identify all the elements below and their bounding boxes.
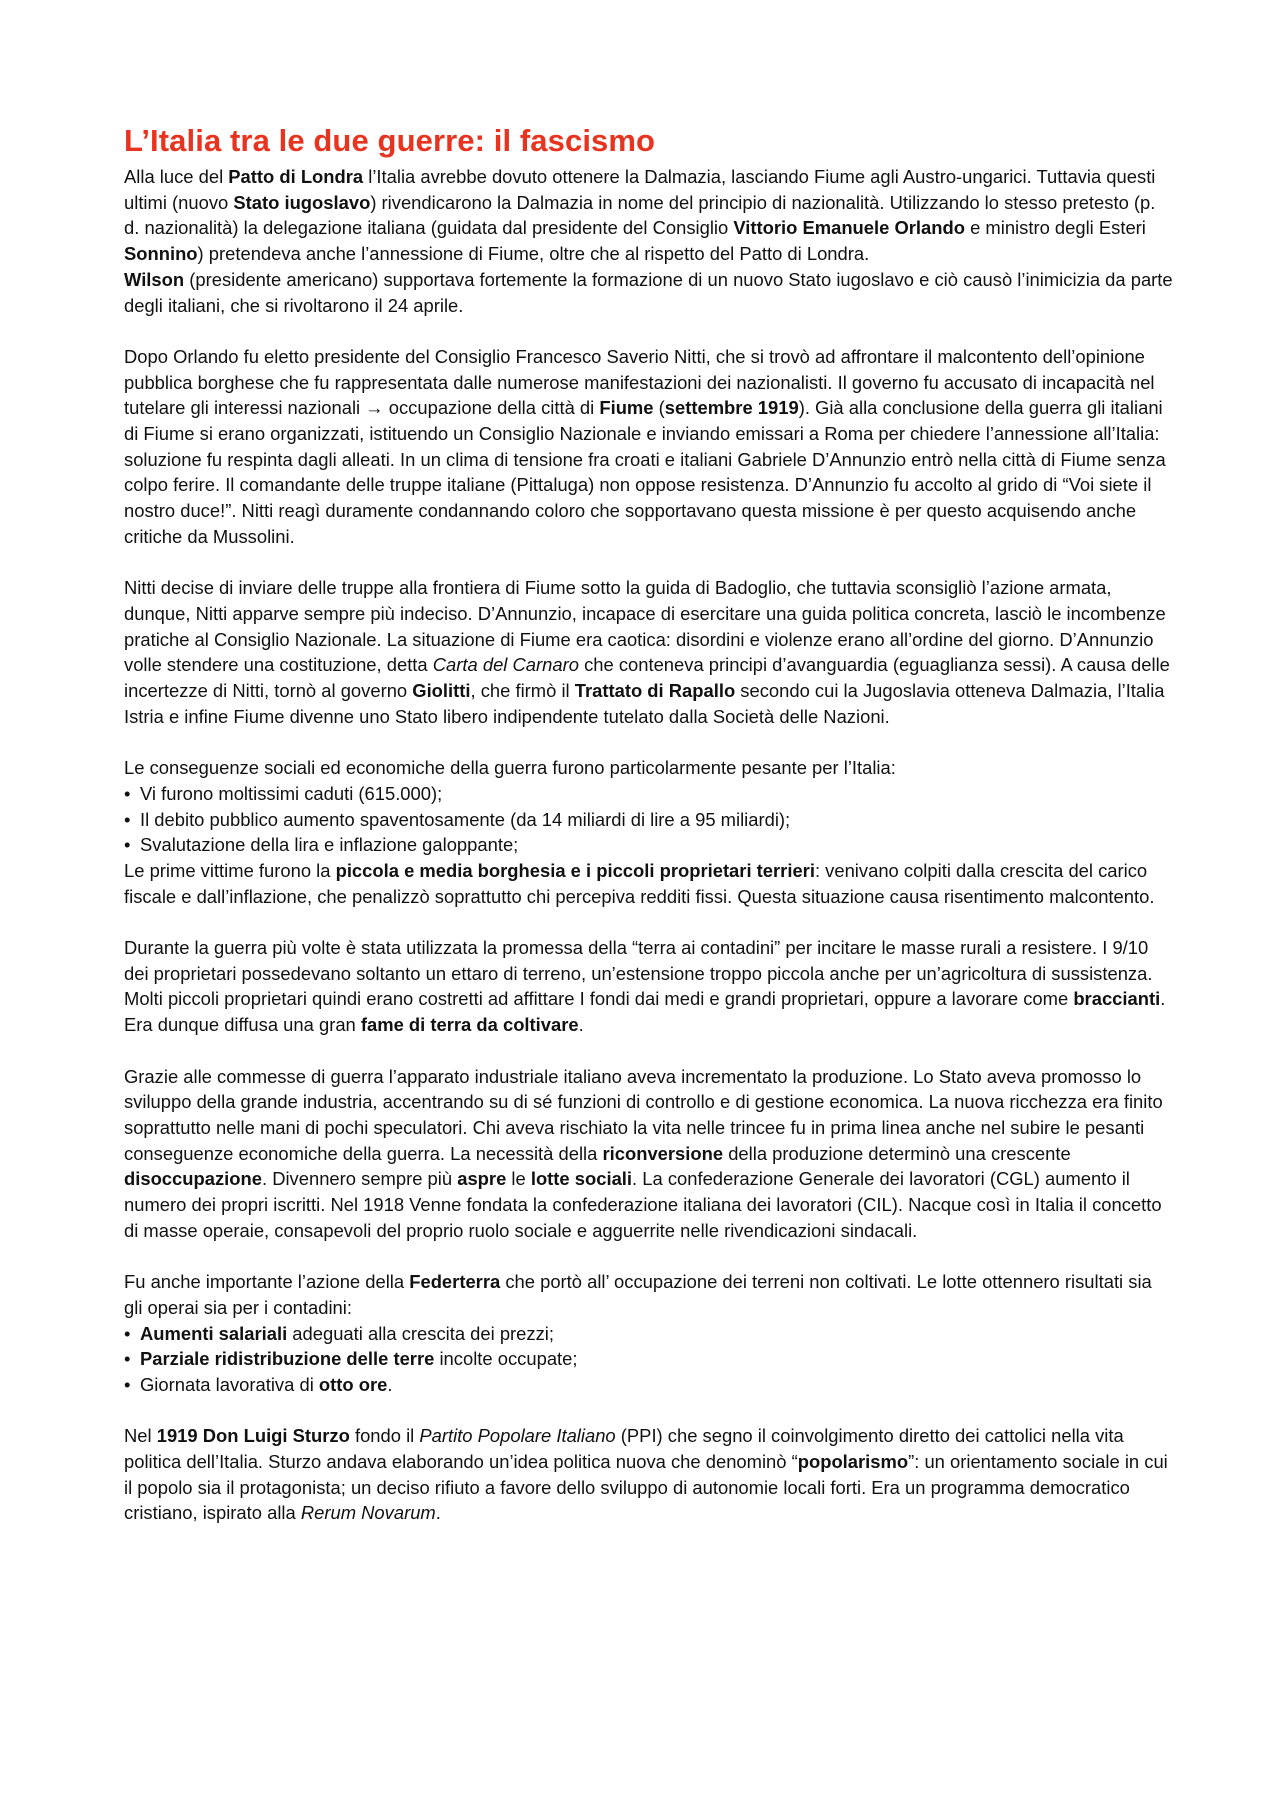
text-run: ( [653, 397, 665, 419]
bold-text: Parziale ridistribuzione delle terre [140, 1348, 435, 1370]
italic-text: Rerum Novarum [300, 1502, 436, 1524]
document-body [124, 122, 1174, 1526]
list-item [124, 1346, 1174, 1372]
bold-text: aspre [457, 1168, 507, 1190]
text-run: e ministro degli Esteri [964, 217, 1146, 239]
text-run: Nitti decise di inviare delle truppe alla frontiera di Fiume sotto la guida di Badoglio, che tuttavia sconsigliò l’azione armata, dunque, Nitti apparve sempre più indeciso. D’Annunzio, incapace di esercitare una guida politica concreta, lasciò le incombenze pratiche al Consiglio Nazionale. La situazione di Fiume era caotica: disordini e violenze erano all’ordine del giorno. D’Annunzio volle stendere una costituzione, detta [124, 577, 1166, 676]
text-run: Durante la guerra più volte è stata utilizzata la promessa della “terra ai contadini” per incitare le masse rurali a resistere. I 9/10 dei proprietari possedevano soltanto un ettaro di terreno, un’estensione troppo piccola anche per un’agricoltura di sussistenza. Molti piccoli proprietari quindi erano costretti ad affittare I fondi dai medi e grandi proprietari, oppure a lavorare come [124, 937, 1153, 1010]
paragraph-federterra [124, 1269, 1174, 1320]
text-run: Le prime vittime furono la [124, 859, 336, 881]
text-run: Nel [124, 1425, 157, 1447]
paragraph-dannunzio-rapallo [124, 575, 1174, 729]
paragraph-wilson [124, 267, 1174, 318]
bold-text: lotte sociali [530, 1168, 633, 1190]
bold-text: Sonnino [124, 243, 198, 265]
text-run: . La confederazione Generale dei lavoratori (CGL) aumento il numero dei propri iscritti. Nel 1918 Venne fondata la confederazione italiana dei lavoratori (CIL). Nacque così in Italia il concetto di masse operaie, consapevoli del proprio ruolo sociale e agguerrite nelle rivendicazioni sindacali. [124, 1168, 1162, 1241]
text-run: : venivano colpiti dalla crescita del carico fiscale e dall’inflazione, che penalizzò soprattutto chi percepiva redditi fissi. Questa situazione causa risentimento malcontento. [124, 859, 1155, 907]
bold-text: popolarismo [797, 1451, 909, 1473]
text-run: . Divennero sempre più [261, 1168, 458, 1190]
text-run: , che firmò il [470, 680, 575, 702]
bold-text: Giolitti [412, 680, 471, 702]
bold-text: Fiume [599, 397, 654, 419]
text-run: le [506, 1168, 531, 1190]
text-run: Alla luce del [124, 166, 229, 187]
text-run: adeguati alla crescita dei prezzi; [287, 1322, 554, 1344]
list-item: • Il debito pubblico aumento spaventosamente (da 14 miliardi di lire a 95 miliardi); [124, 807, 1174, 833]
text-run: . Era dunque diffusa una gran [124, 988, 1166, 1036]
bold-text: braccianti [1073, 988, 1161, 1010]
text-run: (PPI) che segno il coinvolgimento diretto dei cattolici nella vita politica dell’Italia. Sturzo andava elaborando un’idea politica nuova che denominò “ [124, 1425, 1124, 1473]
bold-text: 1919 Don Luigi Sturzo [156, 1425, 350, 1447]
text-run: che portò all’ occupazione dei terreni non coltivati. Le lotte ottennero risultati sia gli operai sia per i contadini: [124, 1271, 1152, 1318]
bold-text: piccola e media borghesia e i piccoli proprietari terrieri [335, 859, 815, 881]
page-title: L’Italia tra le due guerre: il fascismo [124, 123, 656, 158]
bold-text: settembre 1919 [664, 397, 799, 419]
text-run: (presidente americano) supportava fortemente la formazione di un nuovo Stato iugoslavo e ciò causò l’inimicizia da parte degli italiani, che si rivoltarono il 24 aprile. [124, 268, 1173, 316]
bold-text: Stato iugoslavo [233, 191, 371, 213]
text-run: . [578, 1014, 584, 1036]
text-run: ) rivendicarono la Dalmazia in nome del principio di nazionalità. Utilizzando lo stesso pretesto (p. d. nazionalità) la delegazione italiana (guidata dal presidente del Consiglio [124, 191, 1156, 239]
text-run: Fu anche importante l’azione della [124, 1271, 410, 1293]
text-run: incolte occupate; [434, 1348, 578, 1370]
italic-text: Carta del Carnaro [432, 654, 579, 676]
paragraph-apparato-industriale [124, 1064, 1174, 1244]
text-run: ). Già alla conclusione della guerra gli italiani di Fiume si erano organizzati, istituendo un Consiglio Nazionale e inviando emissari a Roma per chiedere l’annessione all’Italia: soluzione fu respinta dagli alleati. In un clima di tensione fra croati e italiani Gabriele D’Annunzio entrò nella città di Fiume senza colpo ferire. Il comandante delle truppe italiane (Pittaluga) non oppose resistenza. D’Annunzio fu accolto al grido di “Voi siete il nostro duce!”. Nitti reagì duramente condannando coloro che sopportavano questa missione è per questo acquisendo anche critiche da Mussolini. [124, 397, 1166, 547]
bold-text: Federterra [409, 1271, 501, 1293]
text-run: Grazie alle commesse di guerra l’apparato industriale italiano aveva incrementato la produzione. Lo Stato aveva promosso lo sviluppo della grande industria, accentrando su di sé funzioni di controllo e di gestione economica. La nuova ricchezza era finito soprattutto nelle mani di pochi speculatori. Chi aveva rischiato la vita nelle trincee fu in prima linea anche nel subire le pesanti conseguenze economiche della guerra. La necessità della [124, 1065, 1163, 1164]
paragraph-gap [124, 729, 1174, 755]
paragraph-gap [124, 318, 1174, 344]
bold-text: Trattato di Rapallo [574, 680, 736, 702]
paragraph-prime-vittime [124, 858, 1174, 909]
text-run: secondo cui la Jugoslavia otteneva Dalmazia, l’Italia Istria e infine Fiume divenne uno Stato libero indipendente tutelato dalla Società delle Nazioni. [124, 680, 1165, 727]
text-run: Dopo Orlando fu eletto presidente del Consiglio Francesco Saverio Nitti, che si trovò ad affrontare il malcontento dell’opinione pubblica borghese che fu rappresentata dalle numerose manifestazioni dei nazionalisti. Il governo fu accusato di incapacità nel tutelare gli interessi nazionali → occupazione della città di [124, 345, 1155, 419]
text-run: Giornata lavorativa di [140, 1373, 319, 1395]
text-run: ”: un orientamento sociale in cui il popolo sia il protagonista; un deciso rifiuto a favore dello sviluppo di autonomie locali forti. Era un programma democratico cristiano, ispirato alla [124, 1451, 1168, 1524]
bold-text: Vittorio Emanuele Orlando [733, 217, 965, 239]
list-item [124, 1321, 1174, 1347]
bold-text: otto ore [318, 1373, 388, 1395]
text-run: ) pretendeva anche l’annessione di Fiume, oltre che al rispetto del Patto di Londra. [197, 243, 870, 265]
text-run: che conteneva principi d’avanguardia (eguaglianza sessi). A causa delle incertezze di Nitti, tornò al governo [124, 654, 1170, 702]
italic-text: Partito Popolare Italiano [419, 1425, 616, 1447]
list-item: • Svalutazione della lira e inflazione galoppante; [124, 832, 1174, 858]
consequences-list [124, 781, 1174, 858]
bold-text: disoccupazione [124, 1168, 262, 1190]
paragraph-gap [124, 1038, 1174, 1064]
paragraph-sturzo-ppi [124, 1423, 1174, 1526]
paragraph-nitti-fiume [124, 344, 1174, 550]
paragraph-gap [124, 550, 1174, 576]
text-run: della produzione determinò una crescente [723, 1142, 1071, 1164]
results-list [124, 1321, 1174, 1398]
list-item [124, 1372, 1174, 1398]
paragraph-terra-ai-contadini [124, 935, 1174, 1038]
paragraph-gap [124, 1243, 1174, 1269]
paragraph-conseguenze-intro: Le conseguenze sociali ed economiche della guerra furono particolarmente pesante per l’Italia: [124, 757, 896, 779]
text-run: fondo il [349, 1425, 420, 1447]
bold-text: Patto di Londra [228, 166, 364, 187]
paragraph-gap [124, 1398, 1174, 1424]
paragraph-gap [124, 909, 1174, 935]
bold-text: Wilson [124, 268, 185, 290]
bold-text: Aumenti salariali [140, 1322, 288, 1344]
list-item: • Vi furono moltissimi caduti (615.000); [124, 781, 1174, 807]
text-run: . [435, 1502, 441, 1524]
bold-text: riconversione [602, 1142, 724, 1164]
text-run: l’Italia avrebbe dovuto ottenere la Dalmazia, lasciando Fiume agli Austro-ungarici. Tuttavia questi ultimi (nuovo [124, 166, 1156, 213]
bold-text: fame di terra da coltivare [360, 1014, 579, 1036]
paragraph-patto-di-londra [124, 164, 1174, 267]
text-run: . [387, 1373, 393, 1395]
